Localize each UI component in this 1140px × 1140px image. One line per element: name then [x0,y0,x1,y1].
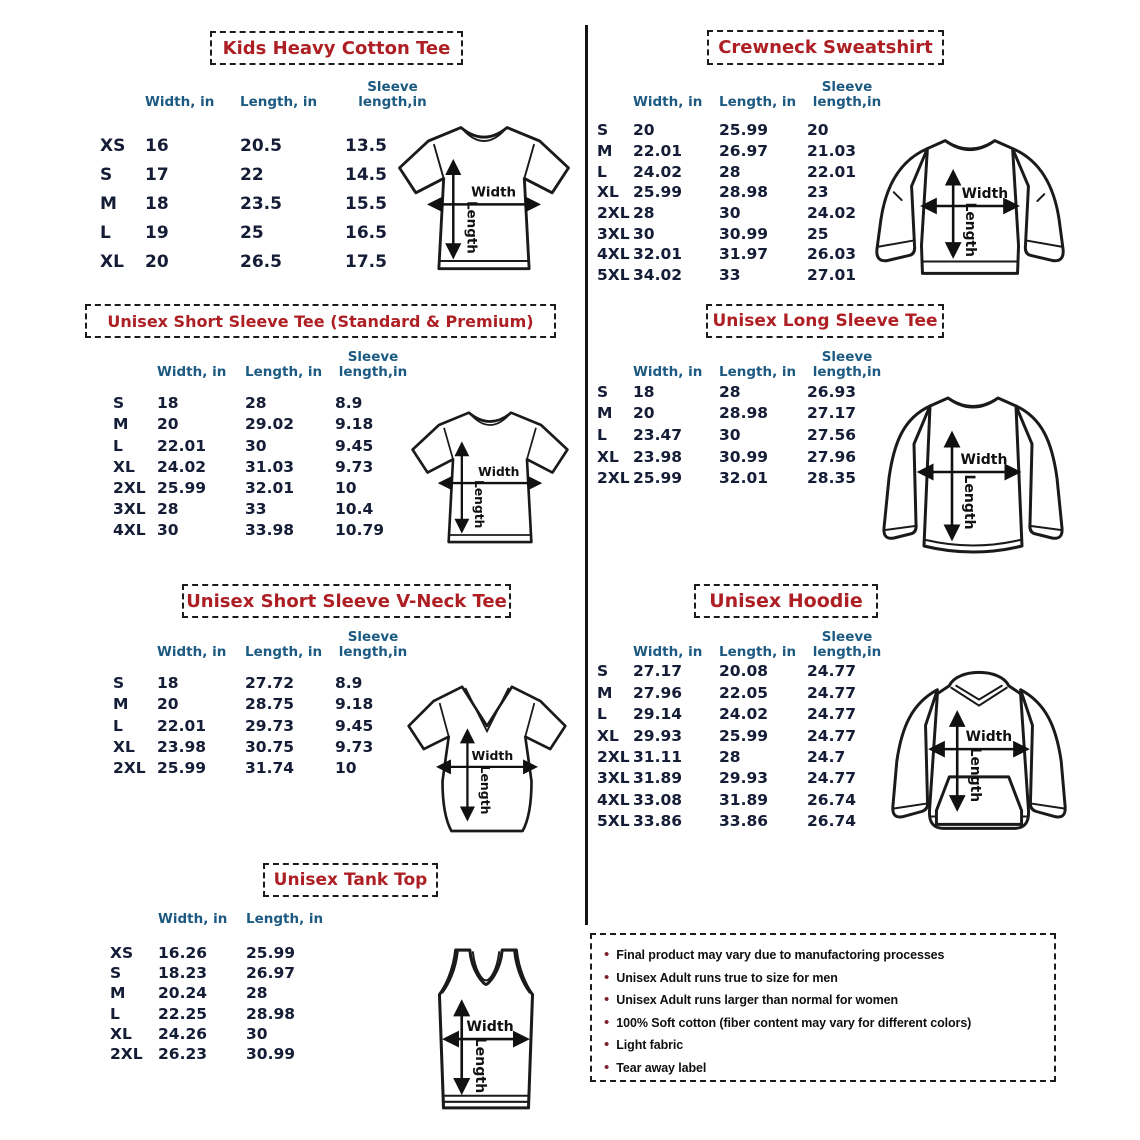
table-row [597,204,887,225]
column-header: Width, in [157,364,227,381]
measurement-value: 27.96 [807,447,857,466]
measurement-value: 28 [157,500,179,519]
measurement-value: 26.93 [807,382,857,401]
measurement-value: 27.72 [245,674,295,693]
size-label: S [110,964,122,983]
column-header: Width, in [633,364,703,381]
measurement-value: 28 [633,203,655,222]
size-label: 2XL [113,758,146,777]
measurement-value: 20.24 [158,984,208,1003]
bullet-icon: • [604,946,610,963]
measurement-value: 20 [633,404,655,423]
table-row [113,521,411,542]
measurement-value: 22.01 [157,436,207,455]
table-row [110,1005,344,1025]
table-row [597,121,887,142]
width-label: Width [471,747,514,763]
measurement-value: 30.99 [719,447,769,466]
table-row [113,695,411,716]
size-label: 5XL [597,266,630,285]
size-label: XS [100,136,126,157]
measurement-value: 15.5 [345,194,387,215]
measurement-value: 25.99 [157,758,207,777]
width-label: Width [965,729,1013,746]
size-label: S [113,674,125,693]
measurement-value: 28 [245,394,267,413]
size-label: 4XL [113,521,146,540]
size-label: XS [110,944,134,963]
measurement-value: 24.26 [158,1024,208,1043]
measurement-value: 28.98 [719,183,769,202]
table-row [597,225,887,246]
size-table-std-tee [113,350,411,543]
size-label: 3XL [597,224,630,243]
table-header-row [113,630,411,660]
measurement-value: 22.01 [157,716,207,735]
tshirt-diagram [388,110,580,292]
table-row [113,415,411,436]
table-row [597,266,887,287]
table-row [113,500,411,521]
width-label: Width [466,1019,514,1035]
measurement-value: 9.18 [335,415,374,434]
column-header: Sleeve length,in [812,349,882,381]
table-header-row [597,349,887,381]
size-label: 2XL [113,478,146,497]
table-row [597,245,887,266]
measurement-value: 27.17 [633,662,683,681]
section-title-box-long-sleeve [706,304,944,338]
measurement-value: 31.74 [245,758,295,777]
column-header: Width, in [633,94,703,111]
measurement-value: 30 [719,203,741,222]
width-label: Width [478,465,520,480]
table-row [113,394,411,415]
bullet-icon: • [604,1036,610,1053]
measurement-value: 25.99 [633,183,683,202]
measurement-value: 8.9 [335,394,363,413]
measurement-value: 24.77 [807,683,857,702]
column-header: Sleeve length,in [812,629,882,661]
column-header: Length, in [246,911,324,927]
table-row [113,717,411,738]
section-title-box-hoodie [694,584,878,618]
section-title-box-vneck [182,584,511,618]
measurement-value: 29.73 [245,716,295,735]
size-label: M [597,141,613,160]
size-label: M [113,695,129,714]
table-row [110,984,344,1004]
measurement-value: 23.47 [633,426,683,445]
table-row [597,183,887,204]
size-label: XL [110,1024,132,1043]
measurement-value: 19 [145,223,169,244]
column-header: Width, in [157,644,227,661]
size-label: 2XL [110,1045,143,1064]
size-label: L [100,223,111,244]
measurement-value: 17 [145,165,169,186]
column-header: Width, in [145,94,215,111]
measurement-value: 9.45 [335,436,374,455]
size-label: M [597,404,613,423]
measurement-value: 22.01 [633,141,683,160]
measurement-value: 25 [807,224,829,243]
column-header: Sleeve length,in [812,79,882,111]
measurement-value: 10.79 [335,521,385,540]
measurement-value: 26.74 [807,790,857,809]
hoodie-diagram [880,662,1078,862]
bullet-icon: • [604,968,610,986]
size-label: XL [597,447,619,466]
table-row [597,812,887,833]
table-row [113,759,411,780]
length-label: Length [961,474,977,530]
measurement-value: 14.5 [345,165,387,186]
measurement-value: 28.98 [719,404,769,423]
measurement-value: 30 [157,521,179,540]
table-row [597,469,887,491]
table-header-row [597,629,887,661]
measurement-value: 17.5 [345,252,387,273]
column-header: Length, in [719,644,797,661]
measurement-value: 28 [719,747,741,766]
measurement-value: 8.9 [335,674,363,693]
note-text: 100% Soft cotton (fiber content may vary for different colors) [616,1015,972,1030]
measurement-value: 34.02 [633,266,683,285]
table-row [597,791,887,812]
measurement-value: 16.5 [345,223,387,244]
note-text: Tear away label [616,1060,707,1075]
table-row [597,727,887,748]
table-row [110,1025,344,1045]
vneck-tee-diagram [398,666,576,850]
note-item [604,1034,1042,1057]
measurement-value: 29.14 [633,705,683,724]
size-label: XL [113,737,135,756]
measurement-value: 21.03 [807,141,857,160]
note-item [604,1012,1042,1035]
length-label: Length [962,202,979,258]
size-label: 2XL [597,469,630,488]
measurement-value: 24.02 [633,162,683,181]
measurement-value: 30.75 [245,737,295,756]
measurement-value: 25.99 [246,944,296,963]
measurement-value: 29.93 [633,726,683,745]
product-notes-box [590,933,1056,1082]
measurement-value: 22.25 [158,1004,208,1023]
measurement-value: 33 [245,500,267,519]
measurement-value: 28.35 [807,469,857,488]
size-label: XL [113,457,135,476]
table-row [113,674,411,695]
measurement-value: 23.98 [157,737,207,756]
measurement-value: 27.17 [807,404,857,423]
size-label: L [113,716,123,735]
measurement-value: 28 [246,984,268,1003]
length-label: Length [967,747,984,803]
note-item [604,944,1042,967]
measurement-value: 26.23 [158,1045,208,1064]
table-row [110,1045,344,1065]
section-title: Kids Heavy Cotton Tee [222,37,451,59]
table-header-row [597,80,887,110]
size-label: 5XL [597,812,630,831]
table-row [597,748,887,769]
measurement-value: 30.99 [719,224,769,243]
size-label: S [597,121,609,140]
measurement-value: 31.03 [245,457,295,476]
table-row [110,964,344,984]
column-divider-line [585,25,588,925]
measurement-value: 33 [719,266,741,285]
section-title: Unisex Hoodie [709,590,863,612]
measurement-value: 18 [157,394,179,413]
note-item [604,967,1042,990]
measurement-value: 18 [145,194,169,215]
measurement-value: 26.5 [240,252,282,273]
measurement-value: 22 [240,165,264,186]
size-label: 2XL [597,203,630,222]
size-label: L [110,1004,120,1023]
size-label: L [597,162,607,181]
column-header: Length, in [240,94,318,111]
measurement-value: 33.86 [633,812,683,831]
table-row [597,142,887,163]
table-header-row [110,912,344,927]
measurement-value: 26.97 [719,141,769,160]
measurement-value: 25 [240,223,264,244]
size-label: 4XL [597,245,630,264]
measurement-value: 16.26 [158,944,208,963]
size-label: 3XL [597,769,630,788]
table-row [597,404,887,426]
measurement-value: 30 [719,426,741,445]
measurement-value: 25.99 [633,469,683,488]
bullet-icon: • [604,1058,610,1076]
bullet-icon: • [604,1013,610,1031]
table-row [597,448,887,470]
measurement-value: 25.99 [719,726,769,745]
size-table-long-sleeve [597,350,887,491]
table-row [597,163,887,184]
table-row [597,684,887,705]
table-row [113,738,411,759]
column-header: Sleeve length,in [338,629,408,661]
measurement-value: 31.97 [719,245,769,264]
note-item [604,1057,1042,1080]
section-title: Crewneck Sweatshirt [718,37,933,58]
measurement-value: 32.01 [719,469,769,488]
measurement-value: 22.01 [807,162,857,181]
section-title-box-kids-tee [210,31,463,65]
size-label: L [597,426,607,445]
size-label: M [597,683,613,702]
measurement-value: 25.99 [157,478,207,497]
table-row [113,437,411,458]
column-header: Length, in [245,364,323,381]
size-label: S [597,382,609,401]
measurement-value: 24.77 [807,726,857,745]
measurement-value: 22.05 [719,683,769,702]
measurement-value: 20.08 [719,662,769,681]
column-header: Length, in [719,364,797,381]
bullet-icon: • [604,991,610,1008]
width-label: Width [960,452,1008,468]
measurement-value: 24.02 [807,203,857,222]
section-title: Unisex Tank Top [273,870,428,890]
section-title: Unisex Long Sleeve Tee [712,311,938,331]
size-label: S [100,165,113,186]
measurement-value: 32.01 [633,245,683,264]
table-row [113,479,411,500]
size-table-hoodie [597,630,887,834]
width-label: Width [961,186,1009,203]
measurement-value: 30 [246,1024,268,1043]
measurement-value: 31.11 [633,747,683,766]
note-text: Final product may vary due to manufactoring processes [616,948,945,962]
table-row [113,458,411,479]
measurement-value: 24.77 [807,705,857,724]
measurement-value: 33.86 [719,812,769,831]
column-header: Length, in [245,644,323,661]
measurement-value: 26.97 [246,964,296,983]
measurement-value: 32.01 [245,478,295,497]
measurement-value: 27.01 [807,266,857,285]
measurement-value: 33.08 [633,790,683,809]
table-row [597,769,887,790]
measurement-value: 24.7 [807,747,846,766]
size-label: XL [100,252,124,273]
tank-top-diagram [424,944,548,1118]
measurement-value: 30 [633,224,655,243]
note-text: Unisex Adult runs true to size for men [616,970,838,985]
size-label: 3XL [113,500,146,519]
size-label: M [100,194,117,215]
long-sleeve-tee-diagram [866,386,1080,572]
column-header: Width, in [158,911,228,927]
measurement-value: 28.98 [246,1004,296,1023]
size-table-vneck [113,630,411,780]
measurement-value: 33.98 [245,521,295,540]
table-header-row [113,350,411,380]
measurement-value: 9.73 [335,737,374,756]
measurement-value: 24.02 [157,457,207,476]
measurement-value: 16 [145,136,169,157]
measurement-value: 27.96 [633,683,683,702]
measurement-value: 24.02 [719,705,769,724]
measurement-value: 10 [335,478,357,497]
size-label: L [113,436,123,455]
width-label: Width [471,185,517,201]
measurement-value: 20 [157,415,179,434]
measurement-value: 18 [633,382,655,401]
measurement-value: 28 [719,382,741,401]
size-table-crewneck [597,80,887,287]
size-table-tank-top [110,912,344,1065]
measurement-value: 29.93 [719,769,769,788]
note-text: Light fabric [616,1038,684,1052]
measurement-value: 31.89 [633,769,683,788]
measurement-value: 20 [145,252,169,273]
measurement-value: 10 [335,758,357,777]
size-label: S [597,662,609,681]
measurement-value: 20 [157,695,179,714]
size-label: M [110,984,126,1003]
measurement-value: 20.5 [240,136,282,157]
measurement-value: 9.73 [335,457,374,476]
size-label: S [113,394,125,413]
length-label: Length [477,765,493,815]
size-label: 4XL [597,790,630,809]
measurement-value: 24.77 [807,662,857,681]
measurement-value: 9.45 [335,716,374,735]
length-label: Length [471,1037,488,1094]
measurement-value: 29.02 [245,415,295,434]
measurement-value: 24.77 [807,769,857,788]
measurement-value: 23 [807,183,829,202]
size-label: 2XL [597,747,630,766]
section-title-box-std-tee [85,304,556,338]
measurement-value: 28 [719,162,741,181]
tshirt-diagram [402,390,578,570]
table-row [597,426,887,448]
table-row [597,383,887,405]
sweatshirt-diagram [866,126,1074,288]
column-header: Sleeve length,in [338,349,408,381]
size-label: XL [597,183,619,202]
measurement-value: 27.56 [807,426,857,445]
measurement-value: 13.5 [345,136,387,157]
table-header-row [100,80,440,110]
size-label: M [113,415,129,434]
column-header: Length, in [719,94,797,111]
measurement-value: 20 [633,121,655,140]
measurement-value: 9.18 [335,695,374,714]
measurement-value: 26.74 [807,812,857,831]
column-header: Sleeve length,in [358,79,427,111]
size-label: L [597,705,607,724]
section-title-box-tank-top [263,863,438,897]
measurement-value: 20 [807,121,829,140]
section-title-box-crewneck [707,30,944,65]
measurement-value: 23.98 [633,447,683,466]
section-title: Unisex Short Sleeve V-Neck Tee [186,590,507,612]
length-label: Length [472,479,487,529]
section-title: Unisex Short Sleeve Tee (Standard & Premium) [107,311,534,331]
measurement-value: 30 [245,436,267,455]
table-row [110,944,344,964]
measurement-value: 28.75 [245,695,295,714]
size-label: XL [597,726,619,745]
table-row [597,662,887,683]
length-label: Length [463,200,479,254]
measurement-value: 31.89 [719,790,769,809]
measurement-value: 18.23 [158,964,208,983]
measurement-value: 10.4 [335,500,374,519]
measurement-value: 25.99 [719,121,769,140]
column-header: Width, in [633,644,703,661]
measurement-value: 18 [157,674,179,693]
measurement-value: 30.99 [246,1045,296,1064]
measurement-value: 26.03 [807,245,857,264]
table-row [597,705,887,726]
measurement-value: 23.5 [240,194,282,215]
note-text: Unisex Adult runs larger than normal for women [616,993,899,1007]
note-item [604,989,1042,1012]
